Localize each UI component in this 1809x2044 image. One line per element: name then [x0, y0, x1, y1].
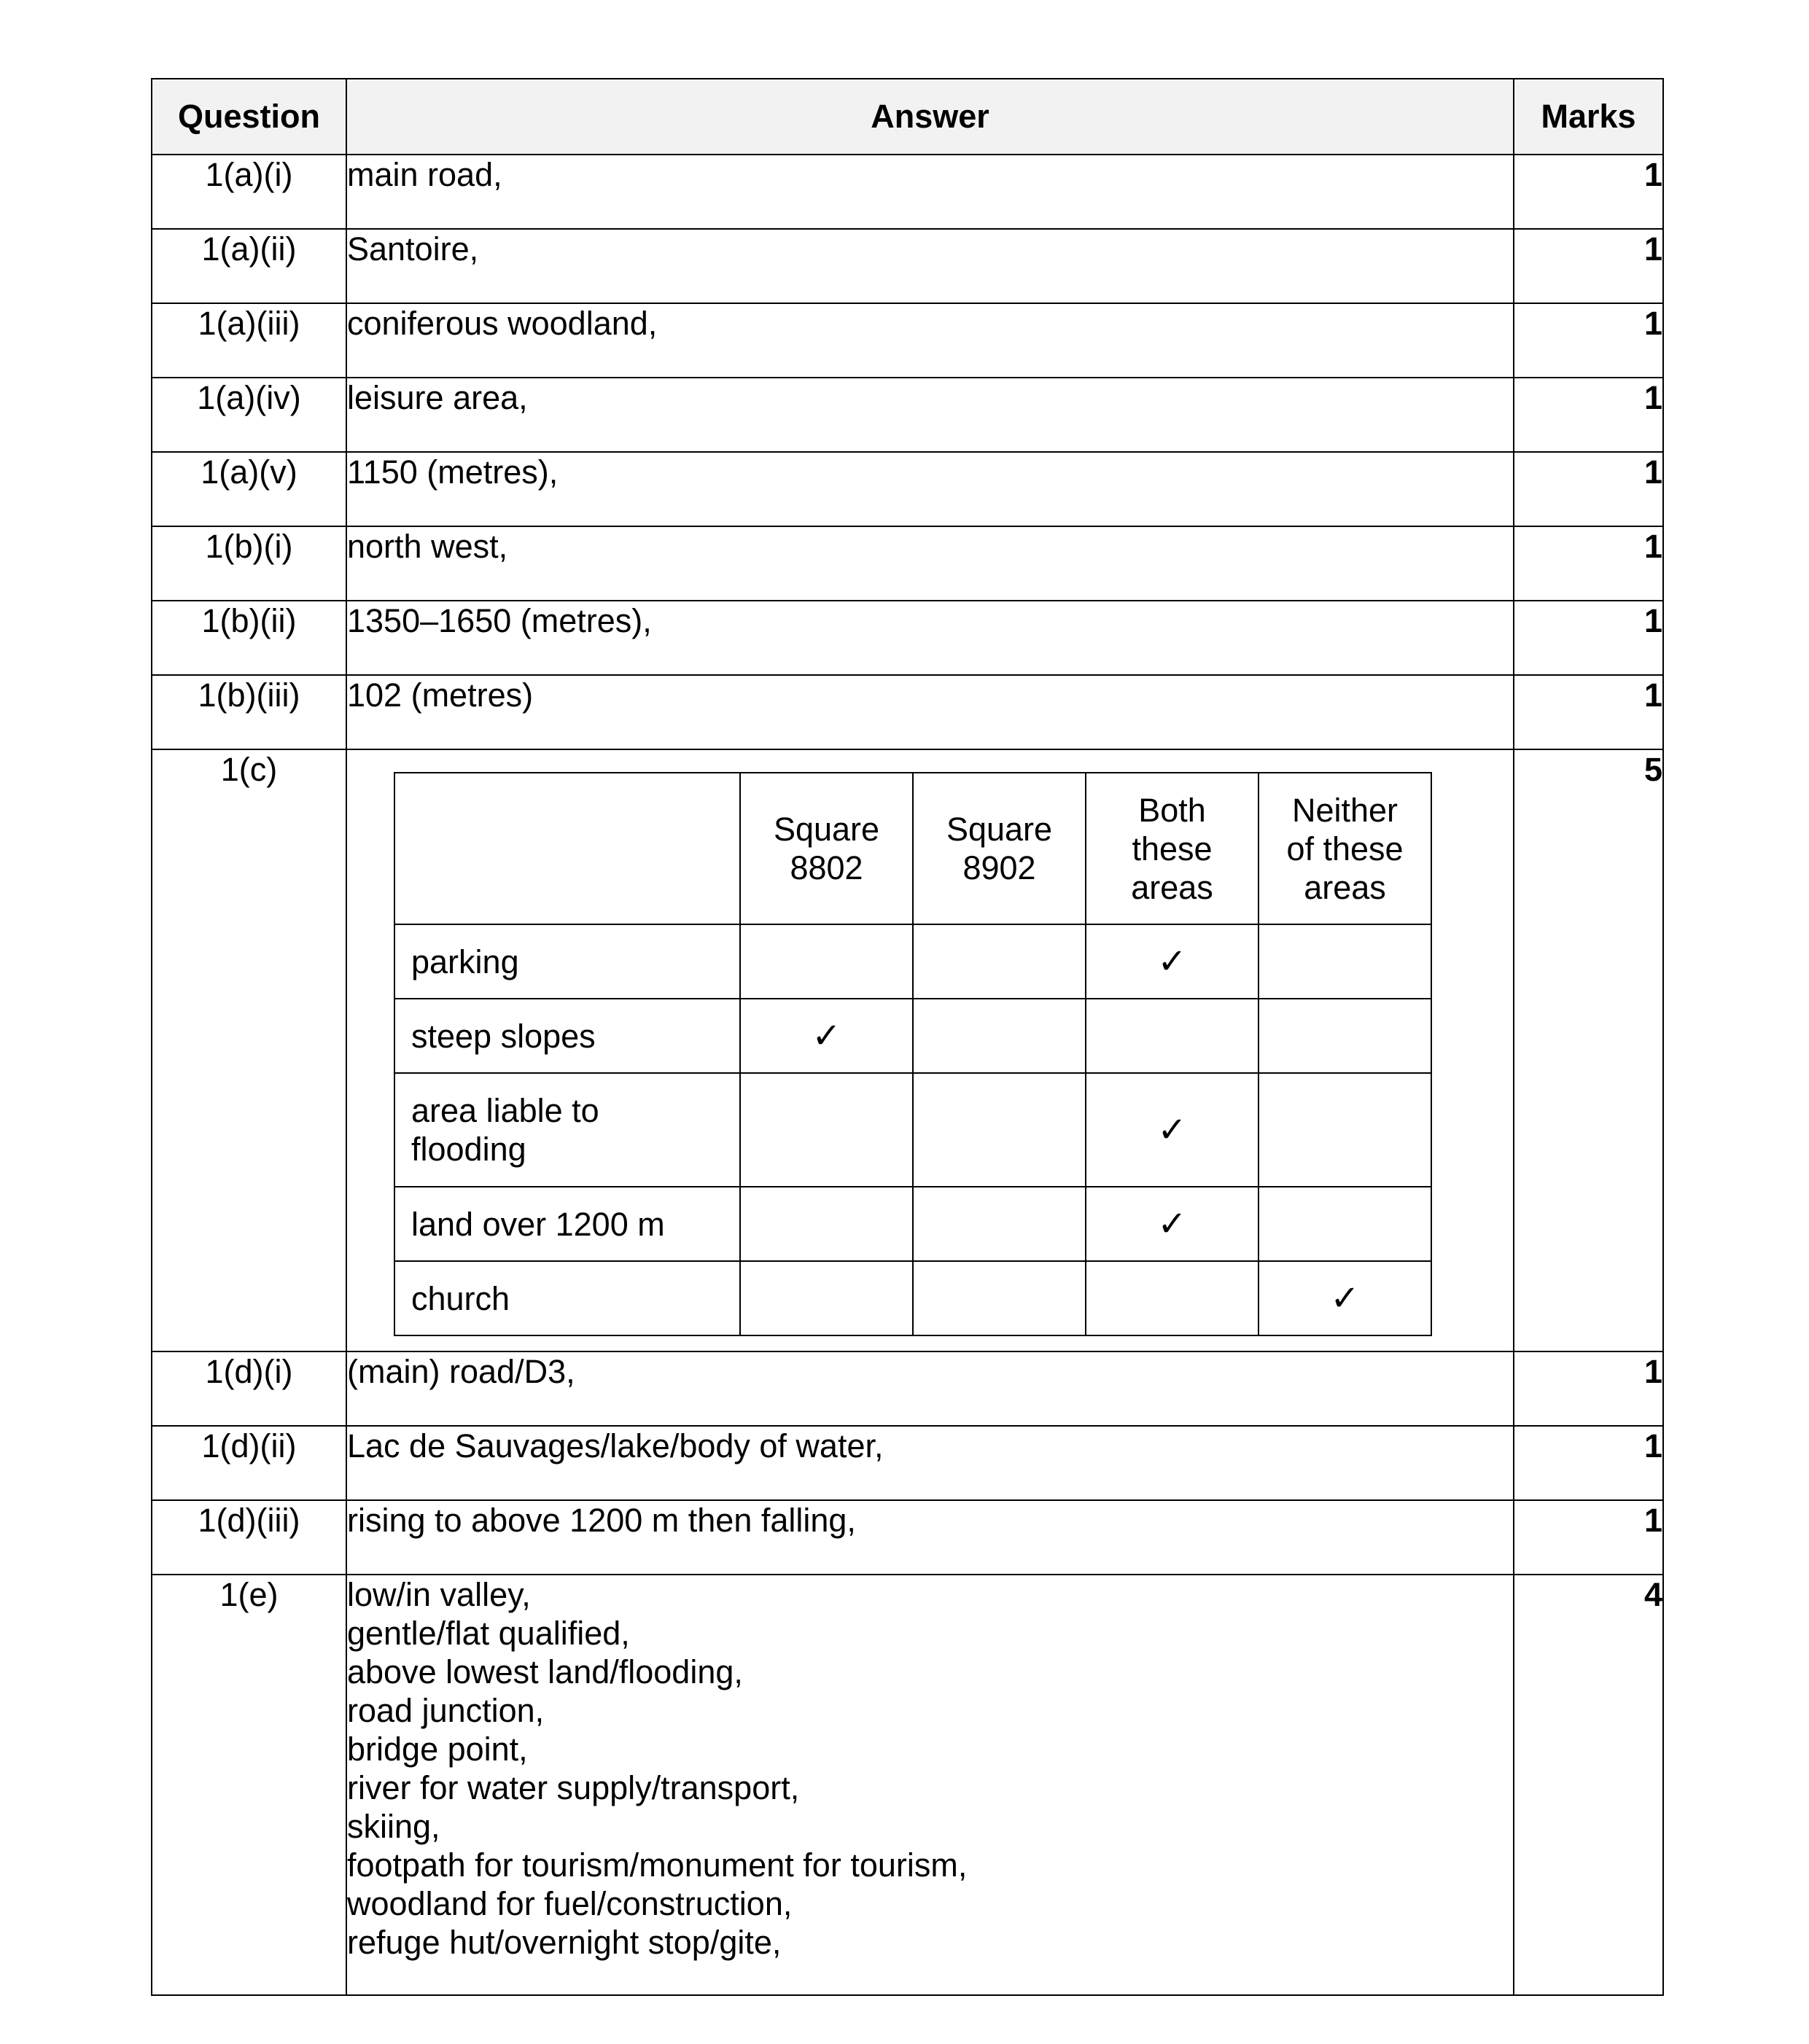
answer-line: low/in valley, [347, 1576, 531, 1613]
grid-header-blank [394, 773, 740, 924]
answer-cell: north west, [346, 526, 1514, 601]
grid-header-line: these [1132, 830, 1213, 867]
marks-cell: 1 [1514, 1500, 1663, 1575]
grid-row [394, 1261, 1431, 1335]
question-cell: 1(b)(iii) [152, 675, 346, 749]
answer-line: woodland for fuel/construction, [347, 1885, 793, 1922]
tick-cell [913, 1261, 1086, 1335]
answer-header: Answer [346, 79, 1514, 155]
table-row [152, 1426, 1663, 1500]
tick-cell: ✓ [1086, 1187, 1258, 1261]
question-cell: 1(a)(i) [152, 155, 346, 229]
grid-row [394, 1187, 1431, 1261]
marks-cell: 1 [1514, 378, 1663, 452]
tick-cell [740, 1261, 913, 1335]
question-cell: 1(a)(v) [152, 452, 346, 526]
mark-scheme-table [151, 78, 1664, 1996]
table-row [152, 601, 1663, 675]
marks-cell: 1 [1514, 675, 1663, 749]
table-row [152, 229, 1663, 303]
grid-header-line: 8802 [790, 849, 863, 886]
grid-header-square-8902 [913, 773, 1086, 924]
table-row [152, 1351, 1663, 1426]
tick-cell: ✓ [740, 999, 913, 1073]
table-row [152, 675, 1663, 749]
question-cell: 1(e) [152, 1575, 346, 1995]
answer-cell: main road, [346, 155, 1514, 229]
marks-cell: 1 [1514, 1426, 1663, 1500]
tick-cell [913, 924, 1086, 999]
tick-cell: ✓ [1258, 1261, 1431, 1335]
question-cell: 1(d)(ii) [152, 1426, 346, 1500]
tick-cell [1086, 1261, 1258, 1335]
answer-line: footpath for tourism/monument for tourism, [347, 1846, 968, 1884]
tick-cell [913, 1187, 1086, 1261]
table-row [152, 1500, 1663, 1575]
answer-line: skiing, [347, 1808, 440, 1845]
tick-cell: ✓ [1086, 924, 1258, 999]
question-cell: 1(a)(iii) [152, 303, 346, 378]
table-row [152, 452, 1663, 526]
grid-header-line: areas [1131, 868, 1213, 906]
tick-cell [1258, 1187, 1431, 1261]
answer-cell: 1350–1650 (metres), [346, 601, 1514, 675]
tick-cell [740, 1187, 913, 1261]
answer-cell: (main) road/D3, [346, 1351, 1514, 1426]
marks-cell: 1 [1514, 155, 1663, 229]
answer-cell: rising to above 1200 m then falling, [346, 1500, 1514, 1575]
question-header: Question [152, 79, 346, 155]
table-row-1e [152, 1575, 1663, 1995]
grid-row-label [394, 1073, 740, 1187]
header-row [152, 79, 1663, 155]
tick-cell [740, 924, 913, 999]
tick-cell [740, 1073, 913, 1187]
answer-line: road junction, [347, 1692, 545, 1729]
grid-row-label: steep slopes [394, 999, 740, 1073]
table-row-1c [152, 749, 1663, 1351]
grid-row-label: church [394, 1261, 740, 1335]
question-cell: 1(d)(i) [152, 1351, 346, 1426]
question-cell: 1(b)(ii) [152, 601, 346, 675]
marks-cell: 1 [1514, 303, 1663, 378]
answer-cell: coniferous woodland, [346, 303, 1514, 378]
grid-row [394, 924, 1431, 999]
grid-header-line: Both [1138, 791, 1206, 829]
marks-cell: 5 [1514, 749, 1663, 1351]
tick-cell [1258, 924, 1431, 999]
answer-line: river for water supply/transport, [347, 1769, 800, 1806]
tick-cell [1258, 999, 1431, 1073]
grid-header-line: areas [1304, 868, 1386, 906]
answer-cell [346, 1575, 1514, 1995]
answer-cell: 1150 (metres), [346, 452, 1514, 526]
table-row [152, 526, 1663, 601]
grid-row [394, 999, 1431, 1073]
answer-line: gentle/flat qualified, [347, 1615, 630, 1652]
question-cell: 1(d)(iii) [152, 1500, 346, 1575]
grid-header-line: Neither [1291, 791, 1398, 829]
grid-row-label-line: flooding [411, 1131, 526, 1168]
answer-cell: Santoire, [346, 229, 1514, 303]
answer-line: refuge hut/overnight stop/gite, [347, 1924, 782, 1961]
grid-row-label-line: area liable to [411, 1092, 599, 1129]
table-row [152, 303, 1663, 378]
grid-row [394, 1073, 1431, 1187]
marks-cell: 1 [1514, 1351, 1663, 1426]
grid-header-square-8802 [740, 773, 913, 924]
question-cell: 1(a)(iv) [152, 378, 346, 452]
table-row [152, 155, 1663, 229]
answer-cell [346, 749, 1514, 1351]
question-cell: 1(b)(i) [152, 526, 346, 601]
marks-cell: 1 [1514, 601, 1663, 675]
question-cell: 1(c) [152, 749, 346, 1351]
marks-header: Marks [1514, 79, 1663, 155]
tick-cell [1258, 1073, 1431, 1187]
answer-cell: leisure area, [346, 378, 1514, 452]
grid-header-line: Square [773, 811, 880, 848]
features-grid [394, 772, 1432, 1336]
grid-header-both [1086, 773, 1258, 924]
tick-cell [1086, 999, 1258, 1073]
tick-cell: ✓ [1086, 1073, 1258, 1187]
answer-line: bridge point, [347, 1731, 528, 1768]
grid-header-line: 8902 [962, 849, 1036, 886]
marks-cell: 1 [1514, 526, 1663, 601]
table-row [152, 378, 1663, 452]
grid-header-neither [1258, 773, 1431, 924]
grid-header-row [394, 773, 1431, 924]
grid-header-line: of these [1286, 830, 1404, 867]
answer-line: above lowest land/flooding, [347, 1653, 743, 1690]
tick-cell [913, 999, 1086, 1073]
marks-cell: 4 [1514, 1575, 1663, 1995]
answer-cell: 102 (metres) [346, 675, 1514, 749]
marks-cell: 1 [1514, 229, 1663, 303]
grid-row-label: parking [394, 924, 740, 999]
marks-cell: 1 [1514, 452, 1663, 526]
grid-row-label: land over 1200 m [394, 1187, 740, 1261]
grid-header-line: Square [946, 811, 1053, 848]
answer-cell: Lac de Sauvages/lake/body of water, [346, 1426, 1514, 1500]
tick-cell [913, 1073, 1086, 1187]
question-cell: 1(a)(ii) [152, 229, 346, 303]
